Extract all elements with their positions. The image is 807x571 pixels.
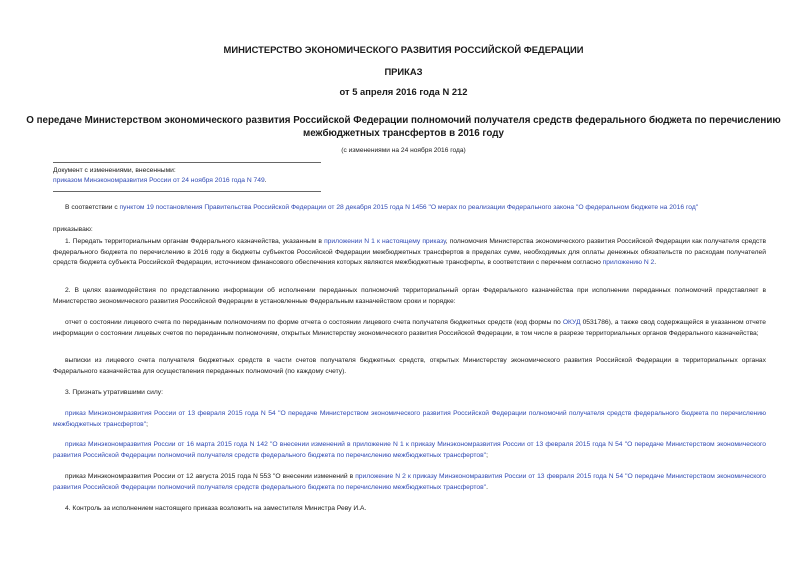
title-line-2: межбюджетных трансфертов в 2016 году <box>302 128 504 139</box>
amendment-link[interactable]: приказом Минэкономразвития России от 24 ноября 2016 года N 749 <box>53 177 265 184</box>
divider-bottom <box>53 191 321 192</box>
order-553-suffix: . <box>486 483 488 491</box>
divider-top <box>53 162 321 163</box>
order-142-link[interactable]: приказ Минэкономразвития России от 16 марта 2015 года N 142 "О внесении изменений в приложение N 1 к приказу Минэкономразвития России от 13 февраля 2015 года N 54 "О передаче Министерством экономического развития Российской Федерации полномочий получателя средств федерального бюджета по перечислению межбюджетных трансфертов" <box>53 441 766 459</box>
intro-prefix: В соответствии с <box>65 204 120 211</box>
p1-text-c: . <box>654 259 657 266</box>
resolution-1456-link[interactable]: пунктом 19 постановления Правительства Российской Федерации от 28 декабря 2015 года N 1456 "О мерах по реализации Федерального закона "О федеральном бюджете на 2016 год" <box>119 204 699 211</box>
order-word: приказываю: <box>53 226 93 233</box>
repealed-order-553 <box>53 472 766 493</box>
p2a-text-b: 0531786), а также свод содержащейся в указанном отчете информации о состоянии лицевых счетов по переданным полномочиям, открытых Министерству экономического развития Российской Федерации, в том числе в разрезе территориальных органов Федерального казначейства; <box>53 319 766 337</box>
order-553-link[interactable]: приложение N 2 к приказу Минэкономразвития России от 13 февраля 2015 года N 54 "О передаче Министерством экономического развития Российской Федерации полномочий получателя средств федерального бюджета по перечислению межбюджетных трансфертов" <box>53 473 766 491</box>
intro-paragraph <box>53 203 766 214</box>
appendix-1-link[interactable]: приложении N 1 к настоящему приказу <box>324 238 446 245</box>
paragraph-1 <box>53 237 766 269</box>
ministry-heading: МИНИСТЕРСТВО ЭКОНОМИЧЕСКОГО РАЗВИТИЯ РОССИЙСКОЙ ФЕДЕРАЦИИ <box>223 44 584 55</box>
paragraph-2a <box>53 318 766 339</box>
document-title <box>0 114 807 140</box>
document-type: ПРИКАЗ <box>384 66 423 77</box>
order-142-suffix: ; <box>486 451 488 459</box>
amendment-note-line <box>53 176 267 186</box>
order-54-link[interactable]: приказ Минэкономразвития России от 13 февраля 2015 года N 54 "О передаче Министерством экономического развития Российской Федерации полномочий получателя средств федерального бюджета по перечислению межбюджетных трансфертов" <box>53 410 766 428</box>
okud-link[interactable]: ОКУД <box>562 319 581 326</box>
p1-text-a: 1. Передать территориальным органам Федерального казначейства, указанным в <box>65 238 325 245</box>
repealed-order-54 <box>53 409 766 430</box>
paragraph-3: 3. Признать утратившими силу: <box>65 389 163 396</box>
paragraph-2b: выписки из лицевого счета получателя бюджетных средств в части счетов получателя бюджетных средств, открытых Министерству экономического развития Российской Федерации в территориальных органах Федерального казначейства для осуществления переданных полномочий (по каждому счету). <box>53 357 766 375</box>
title-line-1: О передаче Министерством экономического развития Российской Федерации полномочий получателя средств федерального бюджета по перечислению <box>26 115 781 126</box>
paragraph-2: 2. В целях взаимодействия по представлению информации об исполнении переданных полномочий территориальный орган Федерального казначейства при исполнении переданных полномочий представляет в Министерство экономического развития Российской Федерации в установленные Федеральным казначейством сроки и порядке: <box>53 287 766 305</box>
amendment-note-label: Документ с изменениями, внесенными: <box>53 167 176 174</box>
order-553-text: приказ Минэкономразвития России от 12 августа 2015 года N 553 "О внесении изменений в <box>65 473 356 480</box>
p2a-text-a: отчет о состоянии лицевого счета по переданным полномочиям по форме отчета о состоянии лицевого счета получателя бюджетных средств (код формы по <box>65 319 563 326</box>
p1-text-b: , полномочия Министерства экономического развития Российской Федерации как получателя средств федерального бюджета по перечислению в 2016 году в бюджеты субъектов Российской Федерации межбюджетных трансфертов в пределах сумм, необходимых для оплаты денежных обязательств по расходам получателей средств бюджета субъекта Российской Федерации, источником финансового обеспечения которых являются межбюджетные трансферты, в соответствии с перечнем согласно <box>53 238 766 266</box>
appendix-2-link[interactable]: приложению N 2 <box>602 259 655 266</box>
document-date-number: от 5 апреля 2016 года N 212 <box>339 86 468 97</box>
repealed-order-142 <box>53 440 766 461</box>
amendment-link-suffix: . <box>264 177 267 184</box>
amendment-note <box>53 166 267 186</box>
order-54-suffix: ; <box>146 420 148 428</box>
paragraph-4: 4. Контроль за исполнением настоящего приказа возложить на заместителя Министра Реву И.А. <box>65 505 367 512</box>
changes-note: (с изменениями на 24 ноября 2016 года) <box>341 147 466 154</box>
